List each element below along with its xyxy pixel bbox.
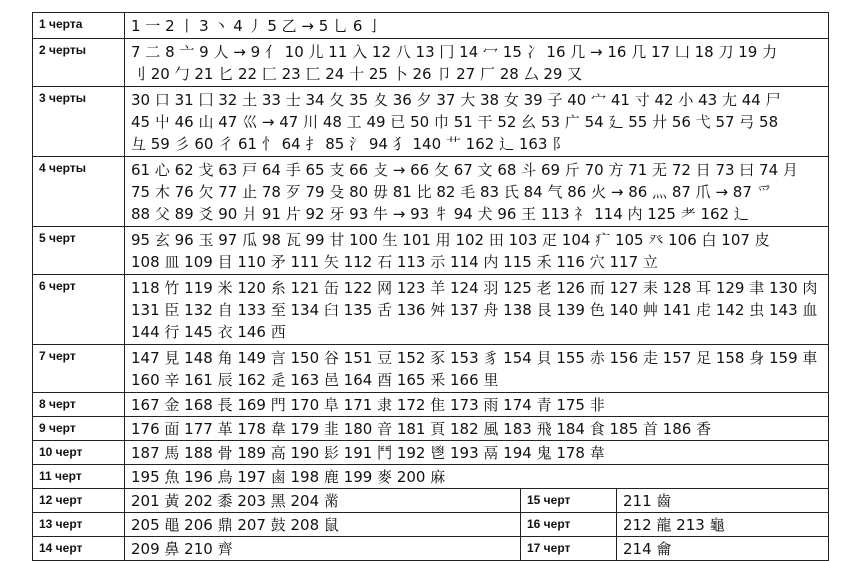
radical-line: 7 二 8 亠 9 人 → 9 亻 10 儿 11 入 12 八 13 冂 14 冖 15 冫 16 几 → 16 几 17 凵 18 刀 19 力 — [131, 43, 778, 61]
radicals-cell — [125, 275, 829, 345]
radical-line: 彑 59 彡 60 彳 61 忄 64 扌 85 氵 94 犭 140 艹 162 辶 163 阝 — [131, 135, 568, 153]
radicals-cell — [617, 537, 829, 561]
table-row — [33, 87, 829, 157]
stroke-count-label: 9 черт — [33, 417, 125, 441]
table-row — [33, 13, 829, 39]
radical-line: 45 屮 46 山 47 巛 → 47 川 48 工 49 已 50 巾 51 干 52 幺 53 广 54 廴 55 廾 56 弋 57 弓 58 — [131, 113, 779, 131]
radical-line: 176 面 177 革 178 韋 179 韭 180 音 181 頁 182 風 183 飛 184 食 185 首 186 香 — [131, 420, 712, 438]
radicals-cell — [125, 465, 829, 489]
table-row — [33, 39, 829, 87]
stroke-count-label: 15 черт — [521, 489, 617, 513]
radicals-cell — [125, 227, 829, 275]
radicals-cell — [125, 39, 829, 87]
radicals-cell — [125, 87, 829, 157]
radical-line: 144 行 145 衣 146 西 — [131, 323, 286, 341]
stroke-count-label: 2 черты — [33, 39, 125, 87]
stroke-count-label: 1 черта — [33, 13, 125, 39]
stroke-count-label: 17 черт — [521, 537, 617, 561]
radical-line: 211 齒 — [623, 492, 672, 510]
table-row — [33, 441, 829, 465]
stroke-count-label: 14 черт — [33, 537, 125, 561]
radicals-cell — [125, 345, 829, 393]
table-row — [33, 345, 829, 393]
radical-line: 1 一 2 丨 3 丶 4 丿 5 乙 → 5 乚 6 亅 — [131, 17, 383, 35]
radical-line: 214 龠 — [623, 540, 672, 558]
radical-line: 147 見 148 角 149 言 150 谷 151 豆 152 豕 153 豸 154 貝 155 赤 156 走 157 足 158 身 159 車 — [131, 349, 818, 367]
radical-line: 209 鼻 210 齊 — [131, 540, 233, 558]
radical-line: 30 口 31 囗 32 土 33 士 34 夂 35 夊 36 夕 37 大 38 女 39 子 40 宀 41 寸 42 小 43 尢 44 尸 — [131, 91, 781, 109]
table-row — [33, 157, 829, 227]
table-row — [33, 227, 829, 275]
stroke-count-label: 16 черт — [521, 513, 617, 537]
radicals-cell — [125, 393, 829, 417]
radical-line: 75 木 76 欠 77 止 78 歹 79 殳 80 毋 81 比 82 毛 83 氏 84 气 86 火 → 86 灬 87 爪 → 87 爫 — [131, 183, 772, 201]
radicals-cell — [617, 489, 829, 513]
radicals-cell — [125, 441, 829, 465]
radical-line: 201 黃 202 黍 203 黑 204 黹 — [131, 492, 339, 510]
stroke-count-label: 7 черт — [33, 345, 125, 393]
radical-line: 95 玄 96 玉 97 瓜 98 瓦 99 甘 100 生 101 用 102 田 103 疋 104 疒 105 癶 106 白 107 皮 — [131, 231, 770, 249]
radicals-cell — [617, 513, 829, 537]
table-row — [33, 489, 829, 513]
radical-line: 205 黽 206 鼎 207 鼓 208 鼠 — [131, 516, 339, 534]
radicals-cell — [125, 513, 521, 537]
table-row — [33, 465, 829, 489]
radicals-cell — [125, 13, 829, 39]
radical-line: 167 金 168 長 169 門 170 阜 171 隶 172 隹 173 雨 174 青 175 非 — [131, 396, 605, 414]
radicals-cell — [125, 489, 521, 513]
radical-line: 212 龍 213 龜 — [623, 516, 725, 534]
radical-line: 195 魚 196 鳥 197 鹵 198 鹿 199 麥 200 麻 — [131, 468, 446, 486]
table-row — [33, 537, 829, 561]
radical-line: 108 皿 109 目 110 矛 111 矢 112 石 113 示 114 内 115 禾 116 穴 117 立 — [131, 253, 658, 271]
stroke-count-label: 13 черт — [33, 513, 125, 537]
radical-line: 160 辛 161 辰 162 辵 163 邑 164 酉 165 釆 166 里 — [131, 371, 499, 389]
radical-line: 刂 20 勹 21 匕 22 匚 23 匸 24 十 25 卜 26 卩 27 厂 28 厶 29 又 — [131, 65, 583, 83]
stroke-count-label: 11 черт — [33, 465, 125, 489]
stroke-count-label: 12 черт — [33, 489, 125, 513]
table-row — [33, 393, 829, 417]
stroke-count-label: 8 черт — [33, 393, 125, 417]
radical-line: 118 竹 119 米 120 糸 121 缶 122 网 123 羊 124 羽 125 老 126 而 127 耒 128 耳 129 聿 130 肉 — [131, 279, 818, 297]
radicals-cell — [125, 537, 521, 561]
stroke-count-label: 10 черт — [33, 441, 125, 465]
table-row — [33, 417, 829, 441]
radical-line: 187 馬 188 骨 189 高 190 髟 191 鬥 192 鬯 193 鬲 194 鬼 178 韋 — [131, 444, 605, 462]
radical-line: 88 父 89 爻 90 爿 91 片 92 牙 93 牛 → 93 牜 94 犬 96 王 113 礻 114 内 125 耂 162 辶 — [131, 205, 749, 223]
table-row — [33, 275, 829, 345]
radical-line: 61 心 62 戈 63 戸 64 手 65 支 66 攴 → 66 攵 67 文 68 斗 69 斤 70 方 71 无 72 日 73 曰 74 月 — [131, 161, 798, 179]
stroke-count-label: 3 черты — [33, 87, 125, 157]
radicals-cell — [125, 417, 829, 441]
stroke-count-label: 6 черт — [33, 275, 125, 345]
radicals-table — [32, 12, 829, 561]
stroke-count-label: 4 черты — [33, 157, 125, 227]
radical-line: 131 臣 132 自 133 至 134 臼 135 舌 136 舛 137 舟 138 艮 139 色 140 艸 141 虍 142 虫 143 血 — [131, 301, 818, 319]
table-row — [33, 513, 829, 537]
stroke-count-label: 5 черт — [33, 227, 125, 275]
radicals-cell — [125, 157, 829, 227]
